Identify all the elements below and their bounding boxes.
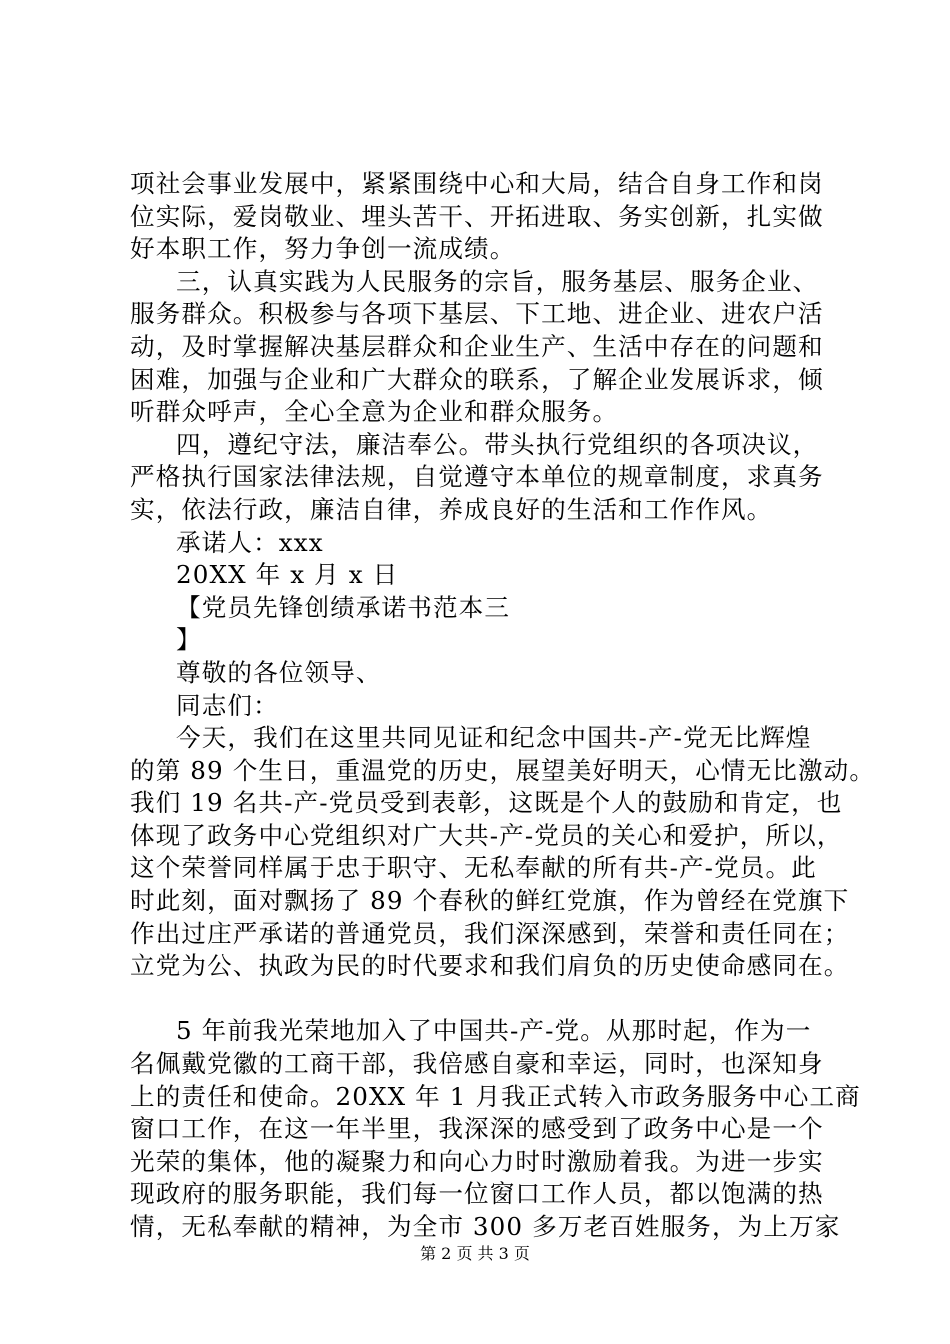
text-line: 服务群众。积极参与各项下基层、下工地、进企业、进农户活	[130, 299, 824, 329]
text-line: 今天，我们在这里共同见证和纪念中国共-产-党无比辉煌	[176, 723, 812, 753]
document-body	[130, 168, 876, 1244]
text-line: 这个荣誉同样属于忠于职守、无私奉献的所有共-产-党员。此	[130, 853, 817, 883]
text-line: 的第 89 个生日，重温党的历史，展望美好明天，心情无比激动。	[130, 755, 876, 785]
text-line: 情，无私奉献的精神，为全市 300 多万老百姓服务，为上万家	[130, 1212, 841, 1241]
text-line: 尊敬的各位领导、	[176, 657, 382, 687]
text-line: 听群众呼声，全心全意为企业和群众服务。	[130, 397, 619, 427]
text-line: 光荣的集体，他的凝聚力和向心力时时激励着我。为进一步实	[130, 1146, 824, 1176]
text-line: 严格执行国家法律法规，自觉遵守本单位的规章制度，求真务	[130, 462, 824, 492]
text-line: 5 年前我光荣地加入了中国共-产-党。从那时起，作为一	[176, 1016, 812, 1046]
text-line: 立党为公、执政为民的时代要求和我们肩负的历史使命感同在。	[130, 951, 850, 981]
text-line: 实，依法行政，廉洁自律，养成良好的生活和工作作风。	[130, 494, 773, 524]
text-line: 好本职工作，努力争创一流成绩。	[130, 234, 516, 264]
text-line: 同志们：	[176, 690, 279, 720]
text-line: 三，认真实践为人民服务的宗旨，服务基层、服务企业、	[176, 266, 819, 296]
text-line: 困难，加强与企业和广大群众的联系，了解企业发展诉求，倾	[130, 364, 824, 394]
text-line: 20XX 年 x 月 x 日	[176, 560, 399, 590]
text-line: 动，及时掌握解决基层群众和企业生产、生活中存在的问题和	[130, 331, 824, 361]
blank-line	[130, 983, 850, 1016]
text-line: 时此刻，面对飘扬了 89 个春秋的鲜红党旗，作为曾经在党旗下	[130, 886, 850, 916]
text-line: 四，遵纪守法，廉洁奉公。带头执行党组织的各项决议，	[176, 429, 819, 459]
text-line: 名佩戴党徽的工商干部，我倍感自豪和幸运，同时，也深知身	[130, 1049, 824, 1079]
text-line: 位实际，爱岗敬业、埋头苦干、开拓进取、务实创新，扎实做	[130, 201, 824, 231]
text-line: 窗口工作，在这一年半里，我深深的感受到了政务中心是一个	[130, 1114, 824, 1144]
text-line: 承诺人：xxx	[176, 527, 324, 557]
text-line: 现政府的服务职能，我们每一位窗口工作人员，都以饱满的热	[130, 1179, 824, 1209]
text-line: 项社会事业发展中，紧紧围绕中心和大局，结合自身工作和岗	[130, 169, 824, 198]
text-line: 上的责任和使命。20XX 年 1 月我正式转入市政务服务中心工商	[130, 1081, 861, 1111]
text-line: 】	[176, 625, 202, 655]
page-footer: 第 2 页 共 3 页	[420, 1244, 530, 1263]
text-line: 【党员先锋创绩承诺书范本三	[176, 592, 511, 622]
text-line: 作出过庄严承诺的普通党员，我们深深感到，荣誉和责任同在；	[130, 918, 850, 948]
text-line: 我们 19 名共-产-党员受到表彰，这既是个人的鼓励和肯定，也	[130, 788, 843, 818]
text-line: 体现了政务中心党组织对广大共-产-党员的关心和爱护，所以，	[130, 820, 843, 850]
